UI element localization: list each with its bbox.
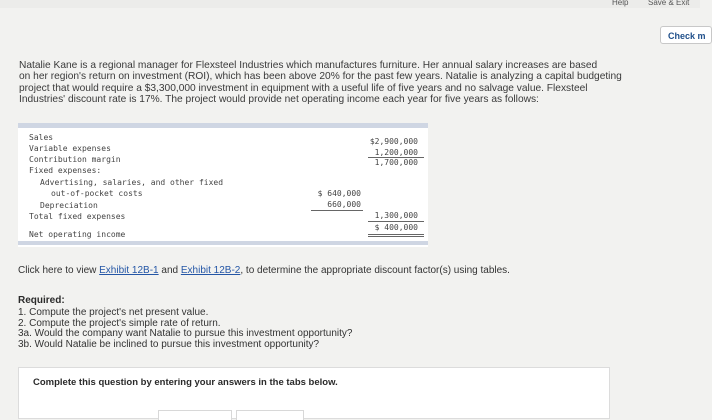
underline — [311, 210, 363, 211]
save-exit-link[interactable]: Save & Exit — [648, 0, 690, 7]
underline — [368, 221, 424, 222]
advertising-label-cont: out-of-pocket costs — [51, 189, 143, 198]
required-item: 3a. Would the company want Natalie to pursue this investment opportunity? — [18, 328, 353, 340]
required-heading: Required: — [18, 295, 65, 306]
instruction-text: Complete this question by entering your answers in the tabs below. — [33, 377, 338, 388]
check-my-work-button[interactable]: Check m — [660, 26, 712, 44]
net-operating-income-label: Net operating income — [29, 230, 126, 239]
double-underline — [368, 236, 424, 237]
variable-expenses-value: 1,200,000 — [374, 148, 418, 157]
exhibit-12b-1-link[interactable]: Exhibit 12B-1 — [99, 265, 159, 276]
required-list — [18, 308, 352, 350]
total-fixed-value: 1,300,000 — [374, 211, 418, 220]
total-fixed-label: Total fixed expenses — [29, 212, 126, 221]
contribution-margin-label: Contribution margin — [29, 155, 121, 164]
answer-tab[interactable] — [236, 410, 304, 420]
contribution-margin-value: 1,700,000 — [374, 158, 418, 167]
problem-line: Industries' discount rate is 17%. The project would provide net operating income each year for five years as follows: — [19, 94, 539, 106]
depreciation-label: Depreciation — [40, 201, 98, 210]
help-link[interactable]: Help — [612, 0, 629, 7]
advertising-label: Advertising, salaries, and other fixed — [40, 178, 224, 187]
required-item: 1. Compute the project's net present value. — [18, 307, 209, 318]
net-operating-income-value: $ 400,000 — [374, 223, 418, 232]
required-item: 2. Compute the project's simple rate of return. — [18, 317, 221, 329]
depreciation-value: 660,000 — [327, 200, 361, 209]
problem-line: project that would require a $3,300,000 investment in equipment with a useful life of five years and no salvage value. Flexsteel — [19, 82, 588, 94]
required-item: 3b. Would Natalie be inclined to pursue this investment opportunity? — [18, 338, 320, 350]
answer-tab[interactable] — [158, 410, 232, 420]
fixed-expenses-label: Fixed expenses: — [29, 166, 102, 175]
advertising-value: $ 640,000 — [317, 189, 361, 198]
sales-label: Sales — [29, 133, 54, 142]
exhibit-prefix: Click here to view — [18, 265, 100, 276]
variable-expenses-label: Variable expenses — [29, 144, 111, 153]
sales-value: $2,900,000 — [369, 137, 418, 146]
statement-bottom-rule — [18, 241, 428, 245]
exhibit-12b-2-link[interactable]: Exhibit 12B-2 — [180, 265, 241, 276]
problem-line: on her region's return on investment (ROI), which has been above 20% for the past few years. Natalie is analyzing a capital budgeting — [19, 71, 622, 83]
top-toolbar — [0, 0, 700, 8]
problem-line: Natalie Kane is a regional manager for Flexsteel Industries which manufactures furniture. Her annual salary increases are based — [19, 60, 598, 71]
double-underline — [368, 234, 424, 235]
income-statement — [18, 123, 428, 247]
statement-top-rule — [18, 123, 428, 128]
exhibit-middle: and — [158, 265, 181, 276]
exhibit-suffix: , to determine the appropriate discount factor(s) using tables. — [240, 265, 510, 276]
answer-panel — [18, 367, 610, 419]
problem-text — [19, 60, 679, 106]
exhibit-instructions — [18, 265, 510, 276]
